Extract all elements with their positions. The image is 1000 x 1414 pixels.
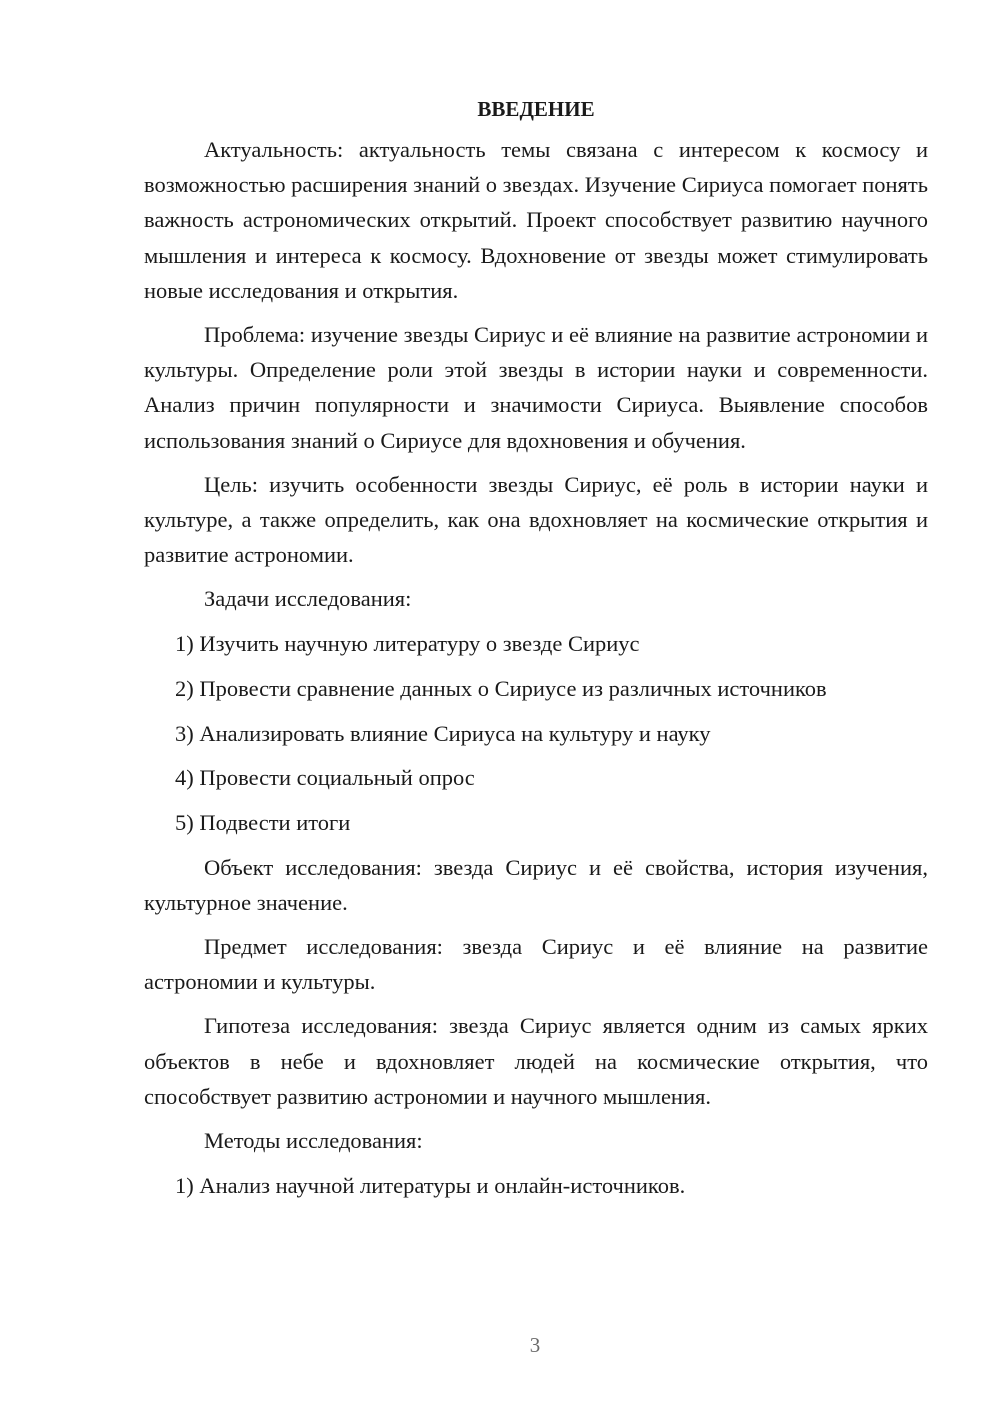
tasks-list <box>144 626 928 840</box>
list-item: 1) Изучить научную литературу о звезде Сириус <box>175 631 640 657</box>
list-item: 2) Провести сравнение данных о Сириусе из различных источников <box>175 675 827 701</box>
relevance-paragraph: Актуальность: актуальность темы связана с интересом к космосу и возможностью расширения знаний о звездах. Изучение Сириуса помогает понять важность астрономических открытий. Проект способствует развитию научного мышления и интереса к космосу. Вдохновение от звезды может стимулировать новые исследования и открытия. <box>144 137 928 303</box>
subject-paragraph: Предмет исследования: звезда Сириус и её влияние на развитие астрономии и культуры. <box>144 934 928 995</box>
problem-paragraph: Проблема: изучение звезды Сириус и её влияние на развитие астрономии и культуры. Определение роли этой звезды в истории науки и современности. Анализ причин популярности и значимости Сириуса. Выявление способов использования знаний о Сириусе для вдохновения и обучения. <box>144 322 928 453</box>
object-paragraph: Объект исследования: звезда Сириус и её свойства, история изучения, культурное значение. <box>144 854 928 915</box>
methods-title: Методы исследования: <box>204 1128 423 1154</box>
goal-paragraph: Цель: изучить особенности звезды Сириус, её роль в истории науки и культуре, а также определить, как она вдохновляет на космические открытия и развитие астрономии. <box>144 471 928 568</box>
hypothesis-paragraph: Гипотеза исследования: звезда Сириус является одним из самых ярких объектов в небе и вдохновляет людей на космические открытия, что способствует развитию астрономии и научного мышления. <box>144 1013 928 1109</box>
list-item: 1) Анализ научной литературы и онлайн-источников. <box>175 1172 686 1198</box>
section-heading: ВВЕДЕНИЕ <box>477 97 595 121</box>
document-page <box>144 94 928 1212</box>
list-item: 3) Анализировать влияние Сириуса на культуру и науку <box>175 720 711 746</box>
tasks-title: Задачи исследования: <box>204 586 412 612</box>
list-item: 5) Подвести итоги <box>175 809 351 835</box>
methods-list <box>144 1168 928 1203</box>
list-item: 4) Провести социальный опрос <box>175 765 475 791</box>
page-number: 3 <box>529 1333 541 1357</box>
